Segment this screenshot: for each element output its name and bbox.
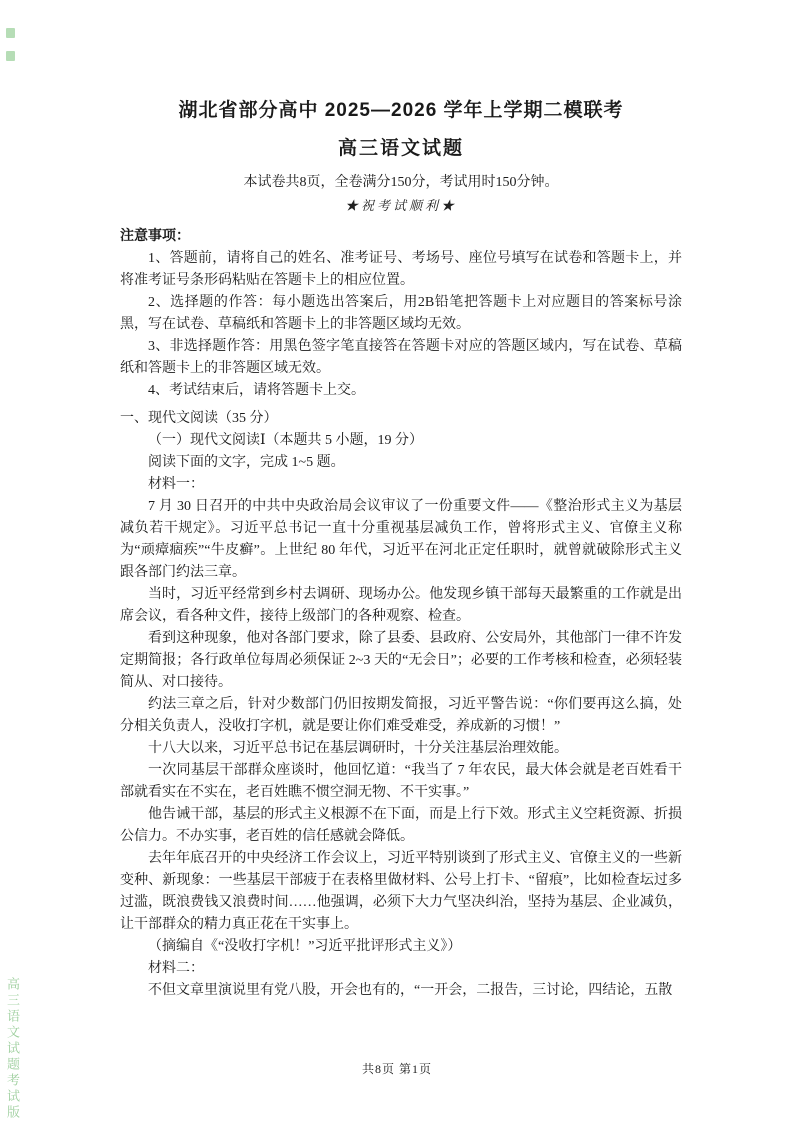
material-paragraph: 当时，习近平经常到乡村去调研、现场办公。他发现乡镇干部每天最繁重的工作就是出席会议，看各种文件，接待上级部门的各种观察、检查。 bbox=[120, 587, 682, 624]
material-paragraph: 看到这种现象，他对各部门要求，除了县委、县政府、公安局外，其他部门一律不许发定期简报；各行政单位每周必须保证 2~3 天的“无会日”；必要的工作考核和检查，必须轻装简从、对口接待。 bbox=[120, 631, 682, 690]
notice-item: 3、非选择题作答：用黑色签字笔直接答在答题卡对应的答题区域内，写在试卷、草稿纸和答题卡上的非答题区域无效。 bbox=[120, 339, 682, 376]
material-paragraph: 一次同基层干部群众座谈时，他回忆道：“我当了 7 年农民，最大体会就是老百姓看干部就看实在不实在，老百姓瞧不惯空洞无物、不干实事。” bbox=[120, 763, 682, 800]
notice-item: 4、考试结束后，请将答题卡上交。 bbox=[148, 383, 365, 398]
notice-item: 1、答题前，请将自己的姓名、准考证号、考场号、座位号填写在试卷和答题卡上，并将准考证号条形码粘贴在答题卡上的相应位置。 bbox=[120, 251, 682, 288]
source-line: （摘编自《“没收打字机！”习近平批评形式主义》） bbox=[148, 939, 462, 954]
material-two-text: 不但文章里演说里有党八股，开会也有的，“一开会，二报告，三讨论，四结论，五散 bbox=[148, 983, 673, 998]
material-two-label: 材料二： bbox=[148, 961, 204, 976]
material-one-label: 材料一： bbox=[148, 477, 204, 492]
corner-mark-icon bbox=[6, 51, 15, 61]
exam-info-line: 本试卷共8页，全卷满分150分，考试用时150分钟。 bbox=[243, 175, 559, 190]
material-paragraph: 去年年底召开的中央经济工作会议上，习近平特别谈到了形式主义、官僚主义的一些新变种、新现象：一些基层干部疲于在表格里做材料、公号上打卡、“留痕”，比如检查坛过多过滥，既浪费钱又浪费时间……他强调，必须下大力气坚决纠治，坚持为基层、企业减负，让干部群众的精力真正花在干实事上。 bbox=[120, 851, 682, 932]
notice-heading: 注意事项： bbox=[120, 229, 190, 244]
corner-marks bbox=[6, 28, 15, 61]
material-paragraph: 约法三章之后，针对少数部门仍旧按期发简报，习近平警告说：“你们要再这么搞，处分相关负责人，没收打字机，就是要让你们难受难受，养成新的习惯！” bbox=[120, 697, 682, 734]
material-paragraph: 他告诫干部，基层的形式主义根源不在下面，而是上行下效。形式主义空耗资源、折损公信力。不办实事，老百姓的信任感就会降低。 bbox=[120, 807, 682, 844]
material-one-paragraphs bbox=[120, 496, 682, 936]
page-footer: 共8页 第1页 bbox=[361, 1062, 432, 1076]
reading-instruction: 阅读下面的文字，完成 1~5 题。 bbox=[148, 455, 345, 470]
exam-wish-line: ★祝考试顺利★ bbox=[344, 198, 457, 213]
exam-title: 湖北省部分高中 2025—2026 学年上学期二模联考 bbox=[178, 100, 624, 121]
corner-mark-icon bbox=[6, 28, 15, 38]
section-title: 一、现代文阅读（35 分） bbox=[120, 411, 278, 426]
subsection-title: （一）现代文阅读Ⅰ（本题共 5 小题，19 分） bbox=[148, 433, 424, 448]
notice-list bbox=[120, 248, 682, 402]
material-paragraph: 十八大以来，习近平总书记在基层调研时，十分关注基层治理效能。 bbox=[148, 741, 568, 756]
exam-subtitle: 高三语文试题 bbox=[337, 138, 464, 159]
notice-item: 2、选择题的作答：每小题选出答案后，用2B铅笔把答题卡上对应题目的答案标号涂黑，写在试卷、草稿纸和答题卡上的非答题区域均无效。 bbox=[120, 295, 682, 332]
side-watermark: 高三语文试题考试版 bbox=[5, 977, 20, 1121]
material-paragraph: 7 月 30 日召开的中共中央政治局会议审议了一份重要文件——《整治形式主义为基层减负若干规定》。习近平总书记一直十分重视基层减负工作，曾将形式主义、官僚主义称为“顽瘴痼疾”“牛皮癣”。上世纪 80 年代，习近平在河北正定任职时，就曾就破除形式主义跟各部门约法三章。 bbox=[120, 499, 682, 580]
